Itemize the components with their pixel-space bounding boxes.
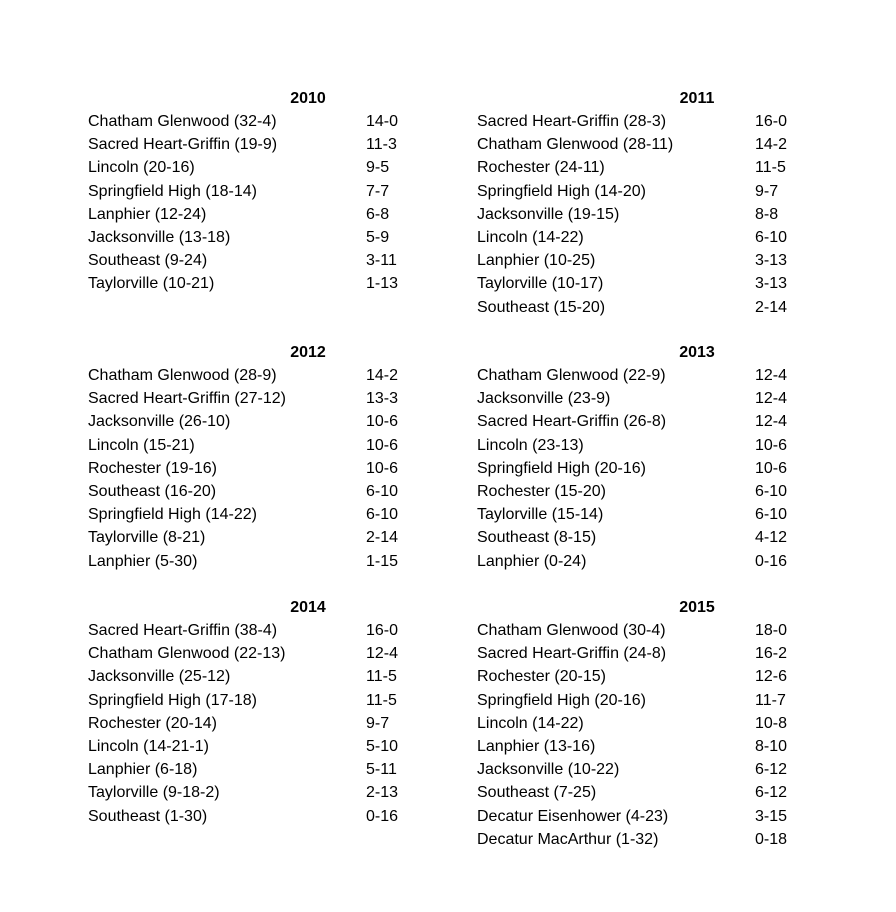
team-name: Chatham Glenwood (22-9)	[477, 367, 666, 384]
standing-row	[88, 665, 418, 688]
conference-record: 4-12	[755, 529, 788, 547]
team-name: Sacred Heart-Griffin (19-9)	[88, 136, 278, 154]
standing-row	[477, 272, 807, 295]
standing-row	[477, 410, 807, 433]
season-title: 2011	[679, 90, 715, 107]
team-name: Springfield High (20-16)	[477, 459, 646, 477]
team-name: Jacksonville (25-12)	[88, 668, 231, 686]
team-name: Springfield High (20-16)	[477, 691, 646, 709]
team-name: Southeast (16-20)	[88, 482, 217, 500]
standing-row	[88, 226, 418, 249]
team-name: Southeast (8-15)	[477, 529, 597, 547]
conference-record: 0-18	[755, 830, 788, 848]
conference-record: 7-7	[366, 182, 390, 200]
conference-record: 5-10	[366, 737, 399, 755]
season-2011-block	[477, 87, 807, 319]
team-name: Lanphier (6-18)	[88, 761, 198, 779]
standing-row	[477, 689, 807, 712]
standing-row	[88, 180, 418, 203]
standing-row	[477, 503, 807, 526]
standing-row	[477, 226, 807, 249]
season-2015-block	[477, 596, 807, 851]
conference-record: 5-9	[366, 228, 390, 246]
season-2013-block	[477, 341, 807, 573]
team-name: Rochester (24-11)	[477, 159, 605, 177]
conference-record: 11-7	[755, 691, 786, 709]
season-rows	[477, 364, 807, 573]
conference-record: 16-2	[755, 645, 788, 663]
standing-row	[88, 110, 418, 133]
standing-row	[88, 619, 418, 642]
conference-record: 11-5	[366, 691, 397, 709]
team-name: Lincoln (14-22)	[477, 714, 584, 732]
team-name: Lanphier (13-16)	[477, 737, 596, 755]
standing-row	[88, 203, 418, 226]
team-name: Lanphier (0-24)	[477, 552, 587, 570]
conference-record: 8-8	[755, 205, 779, 223]
team-name: Jacksonville (10-22)	[477, 761, 620, 779]
standing-row	[477, 457, 807, 480]
conference-record: 16-0	[755, 113, 788, 130]
conference-record: 9-7	[755, 182, 779, 200]
conference-record: 8-10	[755, 737, 788, 755]
team-name: Southeast (7-25)	[477, 784, 597, 802]
team-name: Sacred Heart-Griffin (38-4)	[88, 622, 278, 639]
standing-row	[477, 110, 807, 133]
team-name: Chatham Glenwood (32-4)	[88, 113, 277, 130]
conference-record: 1-13	[366, 275, 399, 293]
standing-row	[88, 526, 418, 549]
team-name: Springfield High (14-22)	[88, 506, 257, 524]
standing-row	[88, 550, 418, 573]
team-name: Lincoln (15-21)	[88, 436, 195, 454]
team-name: Lincoln (20-16)	[88, 159, 195, 177]
standing-row	[477, 133, 807, 156]
season-title: 2013	[679, 344, 715, 361]
team-name: Taylorville (15-14)	[477, 506, 604, 524]
conference-record: 6-12	[755, 761, 788, 779]
team-name: Chatham Glenwood (30-4)	[477, 622, 666, 639]
standing-row	[88, 805, 418, 828]
conference-record: 2-14	[366, 529, 399, 547]
conference-record: 10-6	[366, 413, 399, 431]
season-title: 2012	[290, 344, 326, 361]
conference-record: 12-4	[755, 390, 788, 408]
season-2014-block	[88, 596, 418, 828]
standing-row	[477, 480, 807, 503]
conference-record: 13-3	[366, 390, 399, 408]
team-name: Jacksonville (23-9)	[477, 390, 611, 408]
season-rows	[477, 619, 807, 851]
conference-record: 2-14	[755, 298, 788, 316]
conference-record: 3-11	[366, 252, 397, 270]
conference-record: 11-3	[366, 136, 397, 154]
conference-record: 3-13	[755, 252, 788, 270]
standing-row	[88, 410, 418, 433]
season-rows	[88, 619, 418, 828]
season-title: 2010	[290, 90, 326, 107]
team-name: Chatham Glenwood (28-11)	[477, 136, 674, 154]
team-name: Chatham Glenwood (28-9)	[88, 367, 277, 384]
team-name: Jacksonville (26-10)	[88, 413, 231, 431]
conference-record: 10-6	[366, 459, 399, 477]
team-name: Chatham Glenwood (22-13)	[88, 645, 286, 663]
standing-row	[477, 665, 807, 688]
conference-record: 2-13	[366, 784, 399, 802]
team-name: Decatur Eisenhower (4-23)	[477, 807, 669, 825]
team-name: Rochester (15-20)	[477, 482, 606, 500]
conference-record: 14-2	[366, 367, 399, 384]
standing-row	[477, 758, 807, 781]
team-name: Rochester (20-15)	[477, 668, 606, 686]
team-name: Lanphier (10-25)	[477, 252, 596, 270]
conference-record: 1-15	[366, 552, 399, 570]
standing-row	[477, 828, 807, 851]
conference-record: 14-0	[366, 113, 399, 130]
team-name: Southeast (1-30)	[88, 807, 208, 825]
conference-record: 6-10	[366, 506, 399, 524]
team-name: Springfield High (17-18)	[88, 691, 257, 709]
conference-record: 9-5	[366, 159, 390, 177]
season-2012-block	[88, 341, 418, 573]
standing-row	[477, 526, 807, 549]
conference-record: 6-10	[755, 228, 788, 246]
standing-row	[88, 480, 418, 503]
conference-record: 5-11	[366, 761, 397, 779]
conference-record: 12-4	[366, 645, 399, 663]
conference-record: 12-6	[755, 668, 788, 686]
season-rows	[88, 364, 418, 573]
team-name: Springfield High (18-14)	[88, 182, 257, 200]
conference-record: 3-13	[755, 275, 788, 293]
standing-row	[88, 642, 418, 665]
standing-row	[88, 434, 418, 457]
standing-row	[477, 387, 807, 410]
standing-row	[88, 249, 418, 272]
standing-row	[477, 735, 807, 758]
conference-record: 10-6	[755, 459, 788, 477]
standing-row	[477, 434, 807, 457]
team-name: Sacred Heart-Griffin (28-3)	[477, 113, 667, 130]
standing-row	[477, 364, 807, 387]
team-name: Sacred Heart-Griffin (24-8)	[477, 645, 667, 663]
conference-record: 18-0	[755, 622, 788, 639]
team-name: Lincoln (14-21-1)	[88, 737, 209, 755]
standing-row	[88, 712, 418, 735]
standing-row	[88, 387, 418, 410]
standing-row	[477, 805, 807, 828]
standing-row	[88, 133, 418, 156]
standing-row	[88, 503, 418, 526]
team-name: Lincoln (14-22)	[477, 228, 584, 246]
standing-row	[88, 364, 418, 387]
season-title: 2015	[679, 599, 715, 616]
standing-row	[477, 296, 807, 319]
season-2010-block	[88, 87, 418, 296]
conference-record: 11-5	[755, 159, 786, 177]
conference-record: 6-10	[755, 506, 788, 524]
team-name: Lincoln (23-13)	[477, 436, 584, 454]
conference-record: 6-8	[366, 205, 390, 223]
standing-row	[477, 712, 807, 735]
team-name: Decatur MacArthur (1-32)	[477, 830, 659, 848]
conference-record: 6-12	[755, 784, 788, 802]
team-name: Southeast (9-24)	[88, 252, 208, 270]
standing-row	[477, 781, 807, 804]
season-title: 2014	[290, 599, 326, 616]
standing-row	[88, 781, 418, 804]
standing-row	[88, 735, 418, 758]
standing-row	[477, 180, 807, 203]
team-name: Taylorville (10-21)	[88, 275, 215, 293]
team-name: Lanphier (5-30)	[88, 552, 198, 570]
team-name: Jacksonville (13-18)	[88, 228, 231, 246]
conference-record: 11-5	[366, 668, 397, 686]
team-name: Sacred Heart-Griffin (26-8)	[477, 413, 667, 431]
team-name: Taylorville (8-21)	[88, 529, 206, 547]
team-name: Rochester (20-14)	[88, 714, 217, 732]
conference-record: 16-0	[366, 622, 399, 639]
standing-row	[88, 272, 418, 295]
team-name: Jacksonville (19-15)	[477, 205, 620, 223]
standing-row	[477, 249, 807, 272]
conference-record: 14-2	[755, 136, 788, 154]
standing-row	[477, 619, 807, 642]
season-rows	[477, 110, 807, 319]
conference-record: 0-16	[755, 552, 788, 570]
standing-row	[88, 457, 418, 480]
team-name: Lanphier (12-24)	[88, 205, 207, 223]
standing-row	[477, 642, 807, 665]
conference-record: 10-6	[755, 436, 788, 454]
conference-record: 12-4	[755, 413, 788, 431]
conference-record: 10-8	[755, 714, 788, 732]
conference-record: 3-15	[755, 807, 788, 825]
conference-record: 6-10	[366, 482, 399, 500]
team-name: Southeast (15-20)	[477, 298, 606, 316]
standing-row	[88, 758, 418, 781]
standing-row	[88, 689, 418, 712]
team-name: Rochester (19-16)	[88, 459, 217, 477]
conference-record: 6-10	[755, 482, 788, 500]
team-name: Taylorville (9-18-2)	[88, 784, 220, 802]
team-name: Springfield High (14-20)	[477, 182, 646, 200]
conference-record: 0-16	[366, 807, 399, 825]
standing-row	[477, 203, 807, 226]
standing-row	[477, 550, 807, 573]
season-rows	[88, 110, 418, 296]
team-name: Sacred Heart-Griffin (27-12)	[88, 390, 286, 408]
standing-row	[477, 156, 807, 179]
conference-record: 10-6	[366, 436, 399, 454]
conference-record: 12-4	[755, 367, 788, 384]
team-name: Taylorville (10-17)	[477, 275, 604, 293]
standing-row	[88, 156, 418, 179]
conference-record: 9-7	[366, 714, 390, 732]
